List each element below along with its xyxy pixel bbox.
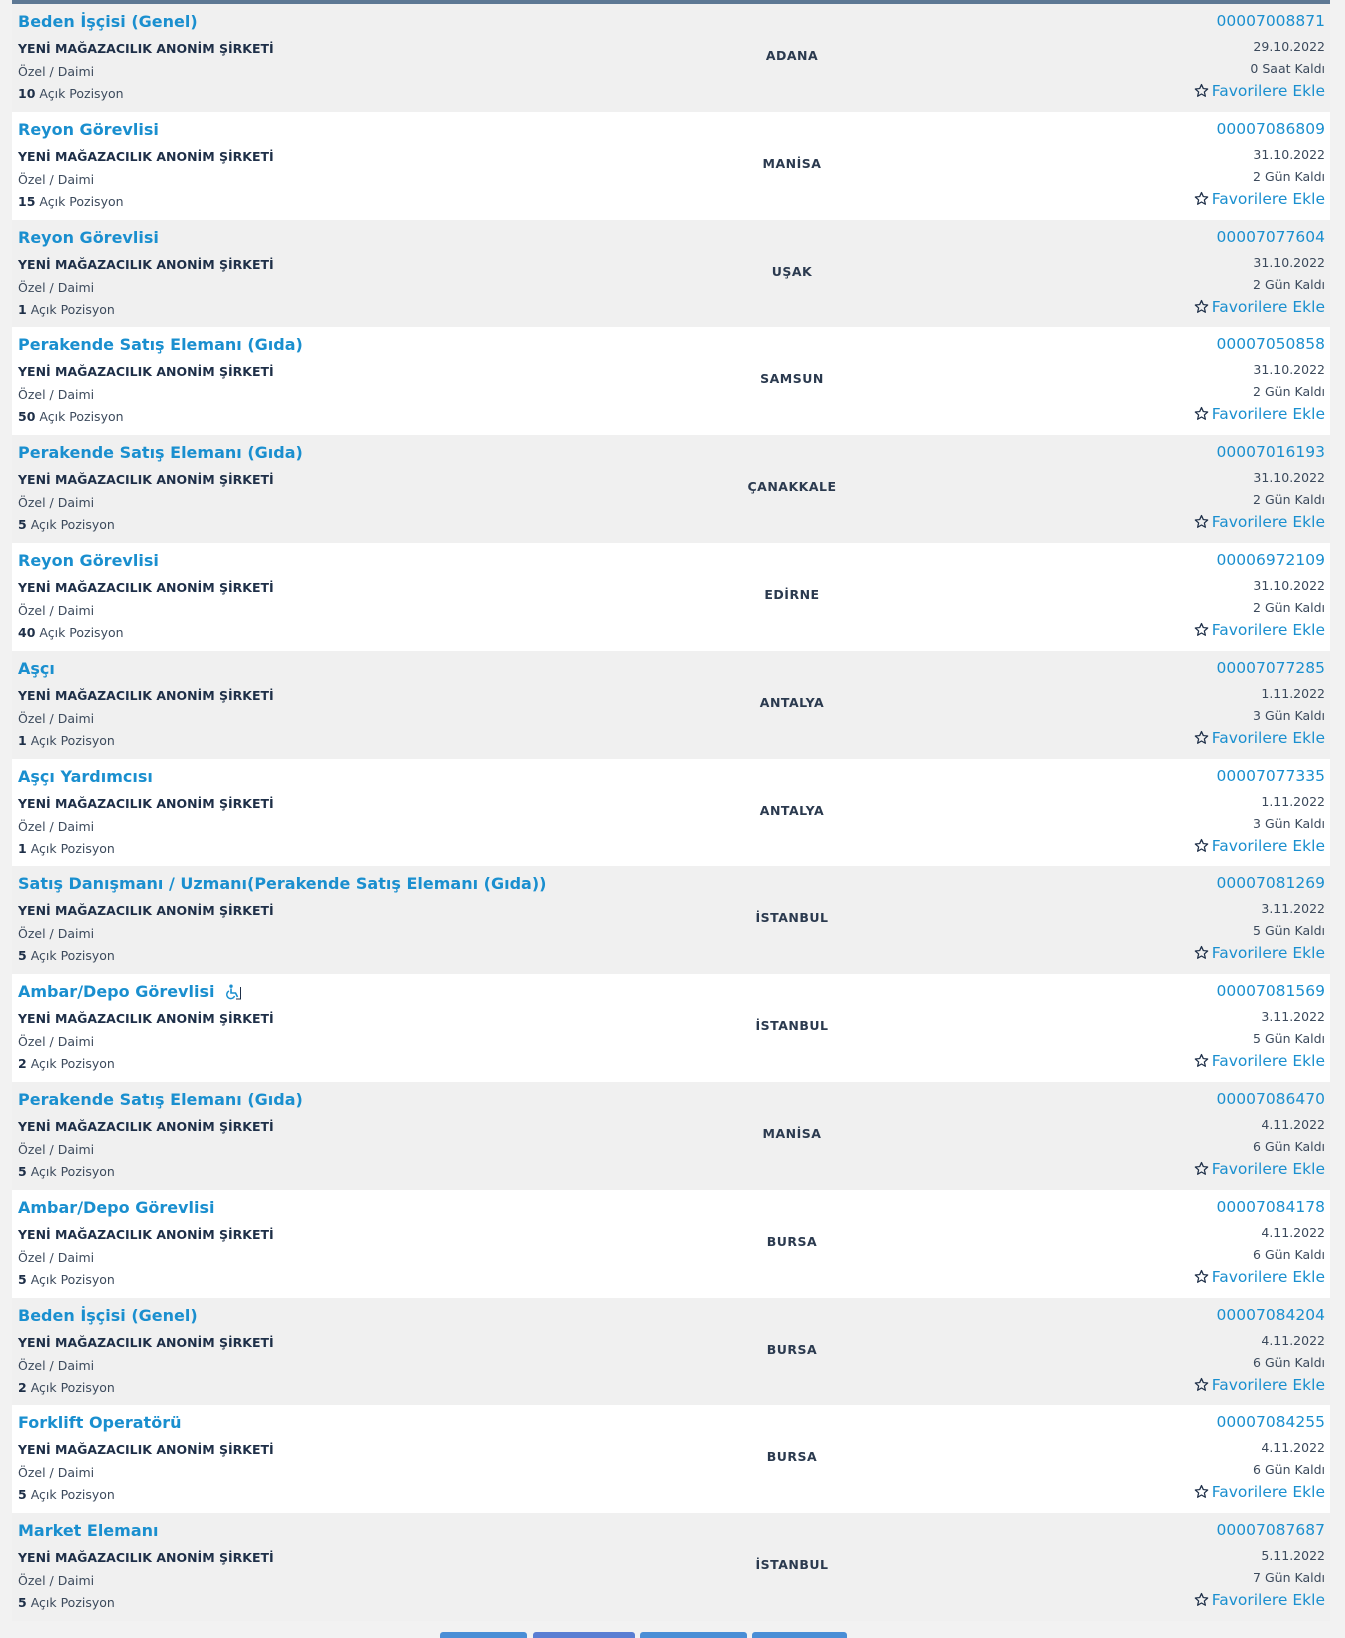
job-city: ÇANAKKALE: [747, 479, 837, 495]
job-city: İSTANBUL: [755, 910, 829, 926]
pagination-button[interactable]: [533, 1632, 635, 1638]
add-to-favorites-label[interactable]: Favorilere Ekle: [1211, 620, 1325, 639]
open-positions-count: 5: [18, 1163, 27, 1179]
open-positions: [18, 194, 124, 209]
open-positions-count: 50: [18, 409, 36, 425]
deadline-date: 5.11.2022: [1261, 1548, 1325, 1564]
add-to-favorites-label[interactable]: Favorilere Ekle: [1211, 1052, 1325, 1071]
star-outline-icon: [1194, 838, 1209, 857]
open-positions-count: 1: [18, 732, 27, 748]
job-title-text[interactable]: Beden İşçisi (Genel): [18, 1305, 198, 1325]
job-id-link[interactable]: 00007008871: [1216, 12, 1325, 30]
add-to-favorites-button[interactable]: [1194, 82, 1325, 102]
deadline-date: 31.10.2022: [1253, 362, 1325, 378]
employment-type: Özel / Daimi: [18, 495, 95, 511]
job-title-link[interactable]: [18, 12, 198, 31]
job-row: [12, 651, 1330, 759]
open-positions: [18, 1056, 115, 1071]
add-to-favorites-button[interactable]: [1194, 1268, 1325, 1288]
time-remaining: 5 Gün Kaldı: [1253, 1031, 1325, 1047]
open-positions: [18, 517, 115, 532]
job-title-text[interactable]: Ambar/Depo Görevlisi: [18, 1197, 215, 1217]
star-outline-icon: [1194, 83, 1209, 102]
job-city: İSTANBUL: [755, 1557, 829, 1573]
add-to-favorites-button[interactable]: [1194, 1160, 1325, 1180]
open-positions-count: 5: [18, 1595, 27, 1611]
job-id-link[interactable]: 00007084255: [1216, 1413, 1325, 1432]
job-title-text[interactable]: Aşçı: [18, 658, 55, 678]
job-title-link[interactable]: [18, 335, 303, 354]
open-positions-count: 5: [18, 1271, 27, 1287]
job-row: [12, 435, 1330, 543]
employment-type: Özel / Daimi: [18, 1034, 95, 1050]
job-title-text[interactable]: Ambar/Depo Görevlisi: [18, 982, 215, 1002]
add-to-favorites-button[interactable]: [1194, 298, 1325, 318]
open-positions-label: Açık Pozisyon: [39, 86, 124, 101]
open-positions: [18, 302, 115, 317]
add-to-favorites-button[interactable]: [1194, 621, 1325, 641]
star-outline-icon: [1194, 1377, 1209, 1396]
add-to-favorites-label[interactable]: Favorilere Ekle: [1211, 1483, 1325, 1502]
job-id-link[interactable]: 00007077604: [1216, 227, 1325, 246]
open-positions: [18, 86, 124, 101]
job-row: [12, 759, 1330, 867]
open-positions: [18, 409, 124, 424]
employment-type: Özel / Daimi: [18, 279, 95, 295]
pagination-button[interactable]: [640, 1632, 747, 1638]
employment-type: Özel / Daimi: [18, 926, 95, 942]
job-title-link[interactable]: [18, 874, 546, 893]
star-outline-icon: [1194, 622, 1209, 641]
open-positions: [18, 625, 124, 640]
time-remaining: 2 Gün Kaldı: [1253, 599, 1325, 615]
job-title-text[interactable]: Reyon Görevlisi: [18, 227, 159, 247]
company-name: YENİ MAĞAZACILIK ANONİM ŞİRKETİ: [18, 1226, 274, 1242]
company-name: YENİ MAĞAZACILIK ANONİM ŞİRKETİ: [18, 364, 274, 380]
job-title-link[interactable]: [18, 767, 153, 786]
job-row: [12, 1405, 1330, 1513]
job-title-link[interactable]: [18, 982, 242, 1004]
employment-type: Özel / Daimi: [18, 1249, 95, 1265]
job-row: [12, 327, 1330, 435]
job-title-link[interactable]: [18, 1413, 181, 1432]
employment-type: Özel / Daimi: [18, 710, 95, 726]
job-id-link[interactable]: 00007081269: [1216, 874, 1325, 893]
job-list: [12, 4, 1330, 1621]
add-to-favorites-button[interactable]: [1194, 1052, 1325, 1072]
star-outline-icon: [1194, 1484, 1209, 1503]
job-title-text[interactable]: Beden İşçisi (Genel): [18, 12, 198, 31]
job-title-text[interactable]: Satış Danışmanı / Uzmanı(Perakende Satış Elemanı (Gıda)): [18, 874, 547, 894]
company-name: YENİ MAĞAZACILIK ANONİM ŞİRKETİ: [18, 687, 274, 703]
job-city: ADANA: [765, 48, 819, 63]
job-title-text[interactable]: Perakende Satış Elemanı (Gıda): [18, 1089, 303, 1109]
open-positions: [18, 733, 115, 748]
deadline-date: 31.10.2022: [1253, 577, 1325, 593]
job-city: MANİSA: [762, 155, 822, 171]
company-name: YENİ MAĞAZACILIK ANONİM ŞİRKETİ: [18, 256, 274, 272]
employment-type: Özel / Daimi: [18, 387, 95, 403]
star-outline-icon: [1194, 730, 1209, 749]
add-to-favorites-label[interactable]: Favorilere Ekle: [1211, 513, 1325, 532]
job-id-link[interactable]: 00006972109: [1216, 550, 1325, 569]
employment-type: Özel / Daimi: [18, 64, 95, 79]
open-positions-label: Açık Pozisyon: [30, 1487, 115, 1503]
open-positions-count: 2: [18, 1379, 27, 1395]
star-outline-icon: [1194, 191, 1209, 210]
job-id-link[interactable]: 00007084178: [1216, 1197, 1325, 1216]
time-remaining: 6 Gün Kaldı: [1253, 1354, 1325, 1370]
deadline-date: 31.10.2022: [1253, 470, 1325, 486]
job-title-link[interactable]: [18, 551, 159, 570]
open-positions: [18, 1380, 115, 1395]
company-name: YENİ MAĞAZACILIK ANONİM ŞİRKETİ: [18, 148, 274, 164]
job-row: [12, 4, 1330, 112]
deadline-date: 4.11.2022: [1261, 1440, 1325, 1456]
open-positions: [18, 948, 115, 963]
job-row: [12, 1298, 1330, 1406]
employment-type: Özel / Daimi: [18, 171, 95, 187]
job-title-link[interactable]: [18, 228, 159, 247]
job-title-text[interactable]: Market Elemanı: [18, 1521, 159, 1541]
open-positions-label: Açık Pozisyon: [30, 517, 115, 533]
time-remaining: 3 Gün Kaldı: [1253, 707, 1325, 723]
deadline-date: 4.11.2022: [1261, 1224, 1325, 1240]
add-to-favorites-button[interactable]: [1194, 513, 1325, 533]
job-title-link[interactable]: [18, 659, 55, 678]
open-positions-count: 5: [18, 517, 27, 533]
employment-type: Özel / Daimi: [18, 602, 95, 618]
time-remaining: 6 Gün Kaldı: [1253, 1138, 1325, 1154]
open-positions: [18, 1164, 115, 1179]
job-id-link[interactable]: 00007077285: [1216, 658, 1325, 677]
job-city: MANİSA: [762, 1125, 822, 1141]
job-id-link[interactable]: 00007050858: [1216, 335, 1325, 354]
add-to-favorites-button[interactable]: [1194, 944, 1325, 964]
company-name: YENİ MAĞAZACILIK ANONİM ŞİRKETİ: [18, 41, 274, 56]
pagination: [0, 1632, 1345, 1638]
star-outline-icon: [1194, 406, 1209, 425]
job-row: [12, 1190, 1330, 1298]
open-positions: [18, 841, 115, 856]
open-positions: [18, 1595, 115, 1610]
add-to-favorites-label[interactable]: Favorilere Ekle: [1211, 728, 1325, 747]
employment-type: Özel / Daimi: [18, 1465, 95, 1481]
add-to-favorites-label[interactable]: Favorilere Ekle: [1211, 1159, 1325, 1178]
time-remaining: 6 Gün Kaldı: [1253, 1462, 1325, 1478]
job-row: [12, 220, 1330, 328]
job-city: SAMSUN: [760, 371, 824, 387]
company-name: YENİ MAĞAZACILIK ANONİM ŞİRKETİ: [18, 1118, 274, 1134]
open-positions-count: 1: [18, 840, 27, 856]
job-title-text[interactable]: Reyon Görevlisi: [18, 550, 159, 570]
open-positions: [18, 1272, 115, 1287]
add-to-favorites-label[interactable]: Favorilere Ekle: [1211, 1267, 1325, 1286]
employment-type: Özel / Daimi: [18, 1357, 95, 1373]
job-title-text[interactable]: Aşçı Yardımcısı: [18, 766, 153, 786]
open-positions-label: Açık Pozisyon: [39, 193, 124, 209]
job-title-link[interactable]: [18, 120, 159, 139]
company-name: YENİ MAĞAZACILIK ANONİM ŞİRKETİ: [18, 903, 274, 919]
time-remaining: 2 Gün Kaldı: [1253, 492, 1325, 508]
job-city: BURSA: [766, 1341, 818, 1357]
company-name: YENİ MAĞAZACILIK ANONİM ŞİRKETİ: [18, 1442, 274, 1458]
pagination-button[interactable]: [752, 1632, 847, 1638]
star-outline-icon: [1194, 1053, 1209, 1072]
add-to-favorites-button[interactable]: [1194, 837, 1325, 857]
open-positions-label: Açık Pozisyon: [30, 1595, 115, 1611]
company-name: YENİ MAĞAZACILIK ANONİM ŞİRKETİ: [18, 1011, 274, 1027]
employment-type: Özel / Daimi: [18, 1573, 95, 1589]
company-name: YENİ MAĞAZACILIK ANONİM ŞİRKETİ: [18, 1550, 274, 1566]
time-remaining: 6 Gün Kaldı: [1253, 1246, 1325, 1262]
time-remaining: 0 Saat Kaldı: [1250, 61, 1325, 76]
add-to-favorites-label[interactable]: Favorilere Ekle: [1211, 1591, 1325, 1610]
star-outline-icon: [1194, 1269, 1209, 1288]
job-row: [12, 543, 1330, 651]
job-id-link[interactable]: 00007087687: [1216, 1521, 1325, 1540]
job-title-link[interactable]: [18, 1306, 198, 1325]
job-id-link[interactable]: 00007016193: [1216, 443, 1325, 462]
company-name: YENİ MAĞAZACILIK ANONİM ŞİRKETİ: [18, 795, 274, 811]
open-positions-count: 10: [18, 86, 36, 101]
open-positions-label: Açık Pozisyon: [30, 840, 115, 856]
job-title-text[interactable]: Forklift Operatörü: [18, 1413, 182, 1433]
job-title-text[interactable]: Perakende Satış Elemanı (Gıda): [18, 335, 303, 355]
job-row: [12, 974, 1330, 1082]
add-to-favorites-label[interactable]: Favorilere Ekle: [1211, 405, 1325, 424]
add-to-favorites-label[interactable]: Favorilere Ekle: [1211, 836, 1325, 855]
open-positions-label: Açık Pozisyon: [30, 948, 115, 964]
add-to-favorites-button[interactable]: [1194, 1591, 1325, 1611]
job-city: EDİRNE: [764, 586, 820, 602]
job-id-link[interactable]: 00007081569: [1216, 982, 1325, 1001]
time-remaining: 5 Gün Kaldı: [1253, 923, 1325, 939]
job-city: UŞAK: [771, 263, 813, 279]
star-outline-icon: [1194, 1161, 1209, 1180]
deadline-date: 3.11.2022: [1261, 1009, 1325, 1025]
add-to-favorites-label[interactable]: Favorilere Ekle: [1211, 189, 1325, 208]
open-positions-count: 1: [18, 301, 27, 317]
add-to-favorites-label[interactable]: Favorilere Ekle: [1211, 297, 1325, 316]
add-to-favorites-button[interactable]: [1194, 1483, 1325, 1503]
open-positions-count: 40: [18, 624, 36, 640]
deadline-date: 1.11.2022: [1261, 793, 1325, 809]
job-id-link[interactable]: 00007086470: [1216, 1089, 1325, 1108]
open-positions-label: Açık Pozisyon: [30, 301, 115, 317]
deadline-date: 3.11.2022: [1261, 901, 1325, 917]
job-row: [12, 1513, 1330, 1621]
employment-type: Özel / Daimi: [18, 1141, 95, 1157]
job-city: İSTANBUL: [755, 1018, 829, 1034]
job-id-link[interactable]: 00007086809: [1216, 119, 1325, 138]
job-id-link[interactable]: 00007077335: [1216, 766, 1325, 785]
job-city: BURSA: [766, 1449, 818, 1465]
time-remaining: 2 Gün Kaldı: [1253, 276, 1325, 292]
job-title-link[interactable]: [18, 1090, 303, 1109]
open-positions-count: 15: [18, 193, 36, 209]
job-title-link[interactable]: [18, 1198, 214, 1217]
star-outline-icon: [1194, 299, 1209, 318]
open-positions-count: 2: [18, 1056, 27, 1072]
deadline-date: 1.11.2022: [1261, 685, 1325, 701]
open-positions-label: Açık Pozisyon: [30, 1271, 115, 1287]
job-id-link[interactable]: 00007084204: [1216, 1305, 1325, 1324]
open-positions-label: Açık Pozisyon: [39, 409, 124, 425]
job-row: [12, 866, 1330, 974]
job-title-text[interactable]: Reyon Görevlisi: [18, 119, 159, 139]
time-remaining: 7 Gün Kaldı: [1253, 1570, 1325, 1586]
company-name: YENİ MAĞAZACILIK ANONİM ŞİRKETİ: [18, 579, 274, 595]
open-positions-label: Açık Pozisyon: [30, 1379, 115, 1395]
job-title-link[interactable]: [18, 443, 303, 462]
job-row: [12, 112, 1330, 220]
add-to-favorites-label[interactable]: Favorilere Ekle: [1211, 944, 1325, 963]
open-positions-label: Açık Pozisyon: [39, 624, 124, 640]
open-positions-label: Açık Pozisyon: [30, 1163, 115, 1179]
deadline-date: 29.10.2022: [1253, 39, 1325, 54]
deadline-date: 4.11.2022: [1261, 1116, 1325, 1132]
company-name: YENİ MAĞAZACILIK ANONİM ŞİRKETİ: [18, 1334, 274, 1350]
job-title-text[interactable]: Perakende Satış Elemanı (Gıda): [18, 443, 303, 463]
time-remaining: 3 Gün Kaldı: [1253, 815, 1325, 831]
company-name: YENİ MAĞAZACILIK ANONİM ŞİRKETİ: [18, 472, 274, 488]
deadline-date: 31.10.2022: [1253, 146, 1325, 162]
job-title-link[interactable]: [18, 1521, 159, 1540]
star-outline-icon: [1194, 1592, 1209, 1611]
job-city: ANTALYA: [759, 802, 825, 818]
job-city: BURSA: [766, 1233, 818, 1249]
deadline-date: 4.11.2022: [1261, 1332, 1325, 1348]
add-to-favorites-label[interactable]: Favorilere Ekle: [1211, 82, 1325, 100]
add-to-favorites-label[interactable]: Favorilere Ekle: [1211, 1375, 1325, 1394]
star-outline-icon: [1194, 514, 1209, 533]
deadline-date: 31.10.2022: [1253, 254, 1325, 270]
employment-type: Özel / Daimi: [18, 818, 95, 834]
time-remaining: 2 Gün Kaldı: [1253, 168, 1325, 184]
open-positions-label: Açık Pozisyon: [30, 732, 115, 748]
time-remaining: 2 Gün Kaldı: [1253, 384, 1325, 400]
add-to-favorites-button[interactable]: [1194, 729, 1325, 749]
open-positions: [18, 1487, 115, 1502]
open-positions-label: Açık Pozisyon: [30, 1056, 115, 1072]
add-to-favorites-button[interactable]: [1194, 405, 1325, 425]
pagination-button[interactable]: [440, 1632, 527, 1638]
job-city: ANTALYA: [759, 694, 825, 710]
star-outline-icon: [1194, 945, 1209, 964]
add-to-favorites-button[interactable]: [1194, 190, 1325, 210]
job-row: [12, 1082, 1330, 1190]
add-to-favorites-button[interactable]: [1194, 1376, 1325, 1396]
open-positions-count: 5: [18, 948, 27, 964]
open-positions-count: 5: [18, 1487, 27, 1503]
wheelchair-icon: [224, 984, 242, 1004]
